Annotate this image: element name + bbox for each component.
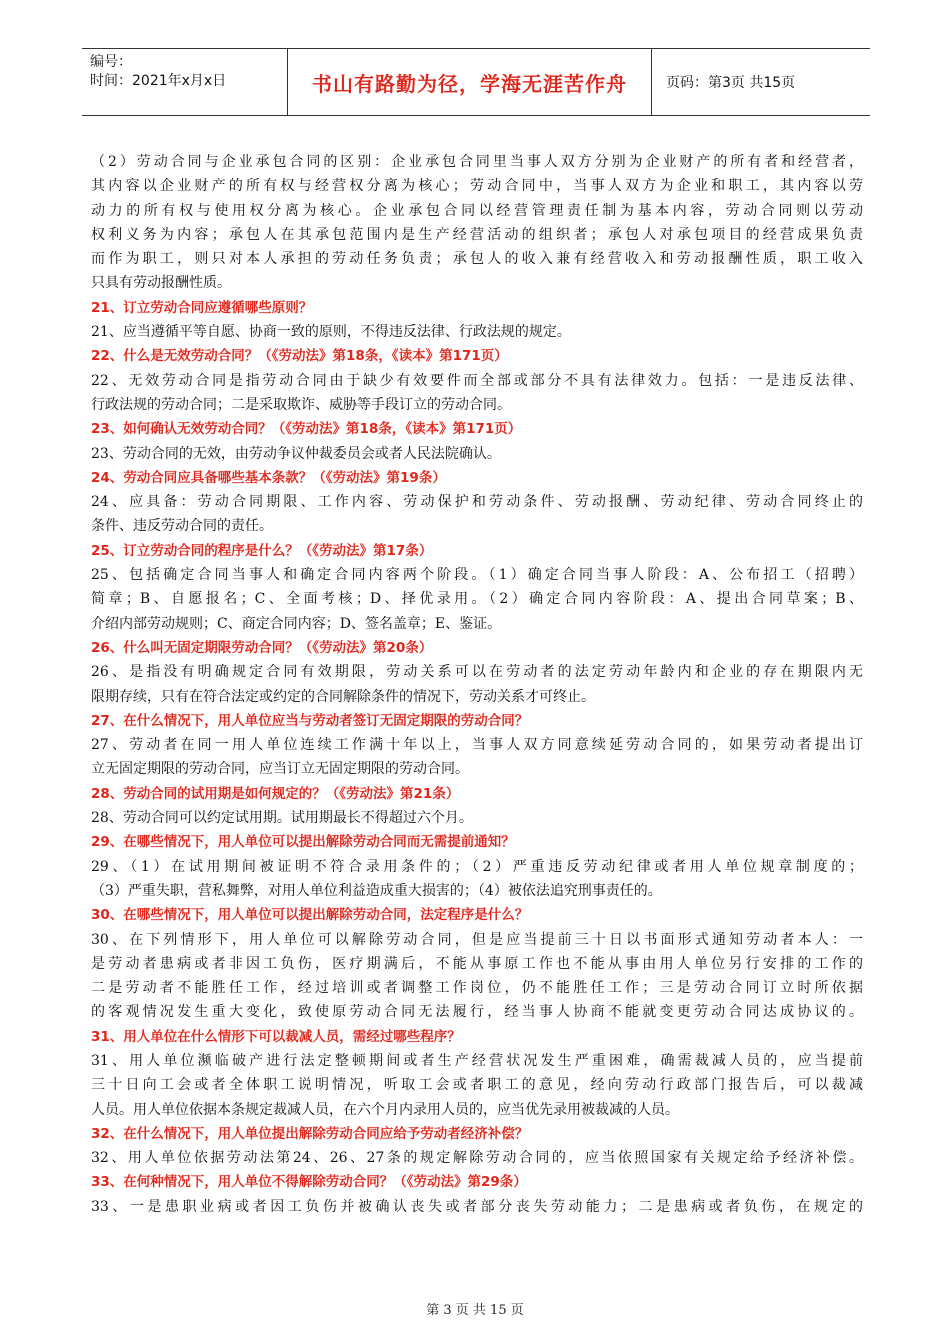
- answer-text-line: 29、（1）在试用期间被证明不符合录用条件的；（2）严重违反劳动纪律或者用人单位规章制度的；: [91, 858, 863, 875]
- question-heading: 33、在何种情况下，用人单位不得解除劳动合同？（《劳动法》第29条）: [91, 1174, 527, 1191]
- answer-text-line: 32、用人单位依据劳动法第24、26、27条的规定解除劳动合同的，应当依照国家有关规定给予经济补偿。: [91, 1150, 863, 1167]
- answer-text-line: 28、劳动合同可以约定试用期。试用期最长不得超过六个月。: [91, 810, 473, 827]
- question-heading: 29、在哪些情况下，用人单位可以提出解除劳动合同而无需提前通知？: [91, 834, 515, 851]
- answer-text-line: 简章；B、自愿报名；C、全面考核；D、择优录用。（2）确定合同内容阶段：A、提出合同草案；B、: [91, 591, 863, 608]
- answer-text-line: 27、劳动者在同一用人单位连续工作满十年以上，当事人双方同意续延劳动合同的，如果劳动者提出订: [91, 737, 863, 754]
- question-heading: 31、用人单位在什么情形下可以裁减人员，需经过哪些程序？: [91, 1028, 461, 1045]
- question-heading: 28、劳动合同的试用期是如何规定的？（《劳动法》第21条）: [91, 785, 460, 802]
- answer-text-line: 立无固定期限的劳动合同，应当订立无固定期限的劳动合同。: [91, 761, 469, 778]
- answer-text-line: 26、是指没有明确规定合同有效期限，劳动关系可以在劳动者的法定劳动年龄内和企业的存在期限内无: [91, 664, 863, 681]
- answer-text-line: 权利义务为内容；承包人在其承包范围内是生产经营活动的组织者；承包人对承包项目的经营成果负责: [91, 226, 863, 243]
- header-page-label: 页码：第3页 共15页: [666, 75, 796, 91]
- answer-text-line: 条件、违反劳动合同的责任。: [91, 518, 273, 535]
- answer-text-line: 而作为职工，则只对本人承担的劳动任务负责；承包人的收入兼有经营收入和劳动报酬性质，职工收入: [91, 251, 863, 268]
- question-heading: 21、订立劳动合同应遵循哪些原则？: [91, 299, 313, 316]
- answer-text-line: 31、用人单位濒临破产进行法定整顿期间或者生产经营状况发生严重困难，确需裁减人员的，应当提前: [91, 1052, 863, 1069]
- answer-text-line: 21、应当遵循平等自愿、协商一致的原则，不得违反法律、行政法规的规定。: [91, 324, 571, 341]
- number-label: 编号：: [90, 54, 132, 70]
- answer-text-line: 动力的所有权与使用权分离为核心。企业承包合同以经营管理责任制为基本内容，劳动合同则以劳动: [91, 202, 863, 219]
- question-heading: 32、在什么情况下，用人单位提出解除劳动合同应给予劳动者经济补偿？: [91, 1125, 529, 1142]
- answer-text-line: 33、一是患职业病或者因工负伤并被确认丧失或者部分丧失劳动能力；二是患病或者负伤，在规定的: [91, 1198, 863, 1215]
- document-body: [91, 150, 863, 1219]
- question-heading: 26、什么叫无固定期限劳动合同？（《劳动法》第20条）: [91, 639, 433, 656]
- header-motto: 书山有路勤为径，学海无涯苦作舟: [288, 49, 652, 115]
- question-heading: 25、订立劳动合同的程序是什么？（《劳动法》第17条）: [91, 542, 433, 559]
- answer-text-line: 三十日向工会或者全体职工说明情况，听取工会或者职工的意见，经向劳动行政部门报告后，可以裁减: [91, 1077, 863, 1094]
- header-meta: [82, 49, 288, 115]
- question-heading: 27、在什么情况下，用人单位应当与劳动者签订无固定期限的劳动合同？: [91, 712, 529, 729]
- page-footer: 第 3 页 共 15 页: [426, 1303, 524, 1318]
- answer-text-line: 二是劳动者不能胜任工作，经过培训或者调整工作岗位，仍不能胜任工作；三是劳动合同订立时所依据: [91, 980, 863, 997]
- question-heading: 22、什么是无效劳动合同？（《劳动法》第18条，《读本》第171页）: [91, 348, 508, 365]
- answer-text-line: 是劳动者患病或者非因工负伤，医疗期满后，不能从事原工作也不能从事由用人单位另行安排的工作的: [91, 955, 863, 972]
- answer-text-line: 30、在下列情形下，用人单位可以解除劳动合同，但是应当提前三十日以书面形式通知劳动者本人：一: [91, 931, 863, 948]
- answer-text-line: 人员。用人单位依据本条规定裁减人员，在六个月内录用人员的，应当优先录用被裁减的人员。: [91, 1101, 679, 1118]
- answer-text-line: 限期存续，只有在符合法定或约定的合同解除条件的情况下，劳动关系才可终止。: [91, 688, 595, 705]
- question-heading: 24、劳动合同应具备哪些基本条款？（《劳动法》第19条）: [91, 469, 446, 486]
- answer-text-line: 23、劳动合同的无效，由劳动争议仲裁委员会或者人民法院确认。: [91, 445, 501, 462]
- answer-text-line: （3）严重失职，营私舞弊，对用人单位利益造成重大损害的；（4）被依法追究刑事责任的。: [91, 882, 662, 899]
- answer-text-line: 行政法规的劳动合同；二是采取欺诈、威胁等手段订立的劳动合同。: [91, 396, 511, 413]
- answer-text-line: 只具有劳动报酬性质。: [91, 275, 231, 292]
- answer-text-line: 25、包括确定合同当事人和确定合同内容两个阶段。（1）确定合同当事人阶段：A、公布招工（招聘）: [91, 567, 863, 584]
- answer-text-line: 22、无效劳动合同是指劳动合同由于缺少有效要件而全部或部分不具有法律效力。包括：一是违反法律、: [91, 372, 863, 389]
- answer-text-line: 介绍内部劳动规则；C、商定合同内容；D、签名盖章；E、鉴证。: [91, 615, 502, 632]
- answer-text-line: 的客观情况发生重大变化，致使原劳动合同无法履行，经当事人协商不能就变更劳动合同达成协议的。: [91, 1004, 863, 1021]
- time-label: 时间：2021年x月x日: [90, 73, 227, 89]
- answer-text-line: （2）劳动合同与企业承包合同的区别：企业承包合同里当事人双方分别为企业财产的所有者和经营者，: [91, 154, 863, 170]
- page-header: [82, 48, 870, 116]
- answer-text-line: 24、应具备：劳动合同期限、工作内容、劳动保护和劳动条件、劳动报酬、劳动纪律、劳动合同终止的: [91, 494, 863, 511]
- answer-text-line: 其内容以企业财产的所有权与经营权分离为核心；劳动合同中，当事人双方为企业和职工，其内容以劳: [91, 178, 863, 195]
- question-heading: 30、在哪些情况下，用人单位可以提出解除劳动合同，法定程序是什么？: [91, 907, 529, 924]
- question-heading: 23、如何确认无效劳动合同？（《劳动法》第18条，《读本》第171页）: [91, 421, 522, 438]
